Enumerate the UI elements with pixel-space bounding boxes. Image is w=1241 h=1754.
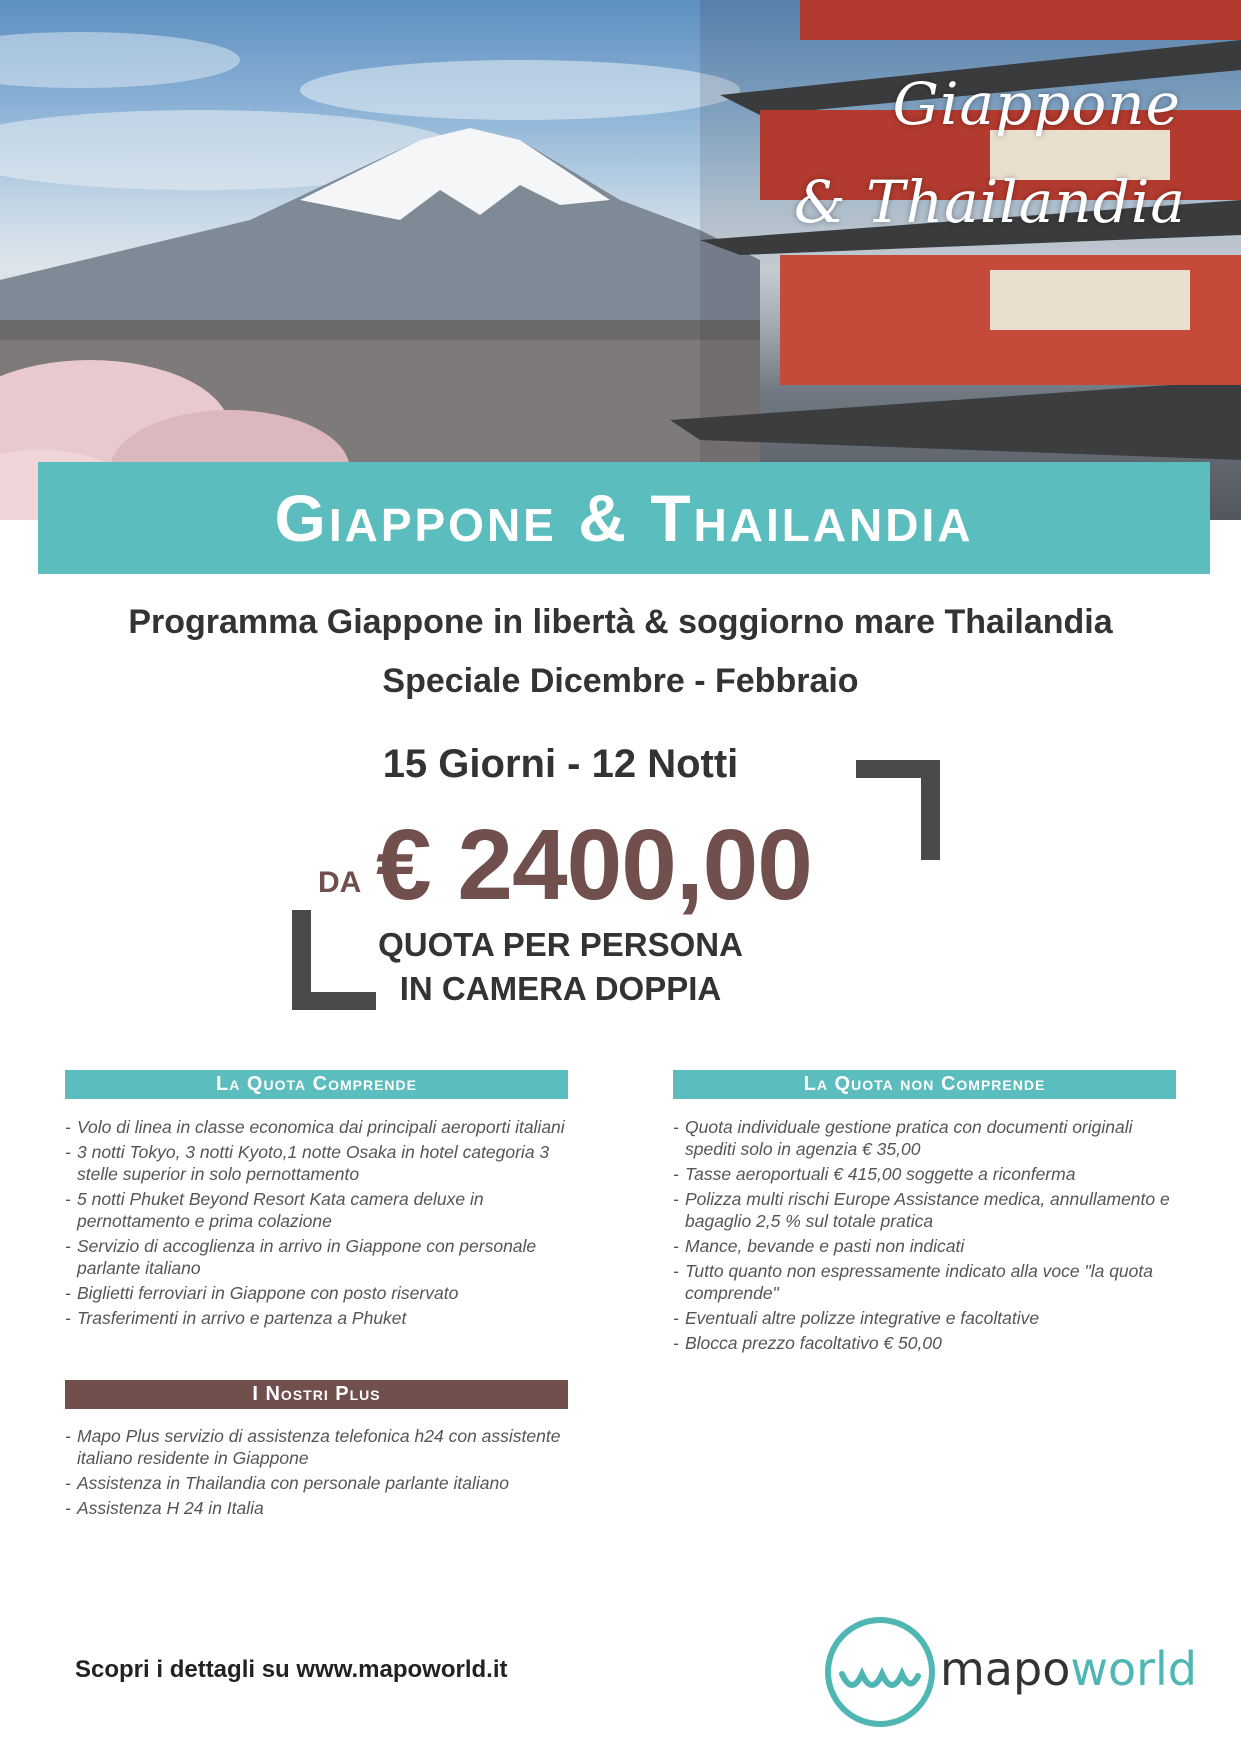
list-item: - Assistenza H 24 in Italia	[65, 1497, 575, 1519]
list-item: - Mapo Plus servizio di assistenza telefonica h24 con assistente italiano residente in Giappone	[65, 1425, 575, 1469]
excluded-header: La Quota non Comprende	[673, 1070, 1176, 1099]
list-item: - 3 notti Tokyo, 3 notti Kyoto,1 notte Osaka in hotel categoria 3 stelle superior in solo pernottamento	[65, 1141, 575, 1185]
list-item: - Trasferimenti in arrivo e partenza a Phuket	[65, 1307, 575, 1329]
script-title-line1: Giappone	[892, 70, 1181, 138]
plus-list	[65, 1425, 575, 1522]
list-item: - Tutto quanto non espressamente indicato alla voce "la quota comprende"	[673, 1260, 1183, 1304]
price-note-line2: IN CAMERA DOPPIA	[399, 970, 722, 1007]
list-item: - Mance, bevande e pasti non indicati	[673, 1235, 1183, 1257]
special-period: Speciale Dicembre - Febbraio	[382, 662, 859, 700]
list-item: - Servizio di accoglienza in arrivo in Giappone con personale parlante italiano	[65, 1235, 575, 1279]
program-subtitle: Programma Giappone in libertà & soggiorno mare Thailandia	[128, 603, 1113, 641]
included-header: La Quota Comprende	[65, 1070, 568, 1099]
list-item: - Blocca prezzo facoltativo € 50,00	[673, 1332, 1183, 1354]
list-item: - Quota individuale gestione pratica con documenti originali spediti solo in agenzia € 35,00	[673, 1116, 1183, 1160]
price-amount: € 2400,00	[376, 809, 812, 921]
price-note-line1: QUOTA PER PERSONA	[378, 926, 743, 963]
included-list	[65, 1116, 575, 1332]
list-item: - Assistenza in Thailandia con personale parlante italiano	[65, 1472, 575, 1494]
footer-website-text[interactable]: Scopri i dettagli su www.mapoworld.it	[75, 1656, 508, 1683]
excluded-list	[673, 1116, 1183, 1357]
title-banner	[38, 462, 1210, 574]
script-title-line2: & Thailandia	[794, 168, 1186, 236]
mapoworld-logo-text	[940, 1642, 1197, 1696]
trip-duration: 15 Giorni - 12 Notti	[382, 742, 739, 786]
list-item: - Tasse aeroportuali € 415,00 soggette a riconferma	[673, 1163, 1183, 1185]
list-item: - Biglietti ferroviari in Giappone con posto riservato	[65, 1282, 575, 1304]
list-item: - Eventuali altre polizze integrative e facoltative	[673, 1307, 1183, 1329]
logo-text-mapo: mapo	[940, 1642, 1071, 1696]
list-item: - 5 notti Phuket Beyond Resort Kata camera deluxe in pernottamento e prima colazione	[65, 1188, 575, 1232]
plus-header: I Nostri Plus	[65, 1380, 568, 1409]
list-item: - Volo di linea in classe economica dai principali aeroporti italiani	[65, 1116, 575, 1138]
corner-bracket-top-right	[921, 760, 940, 860]
banner-title: Giappone & Thailandia	[274, 481, 974, 555]
price-prefix: DA	[318, 866, 362, 899]
hero-image	[0, 0, 1241, 520]
logo-text-world: world	[1070, 1642, 1198, 1696]
list-item: - Polizza multi rischi Europe Assistance medica, annullamento e bagaglio 2,5 % sul totale pratica	[673, 1188, 1183, 1232]
